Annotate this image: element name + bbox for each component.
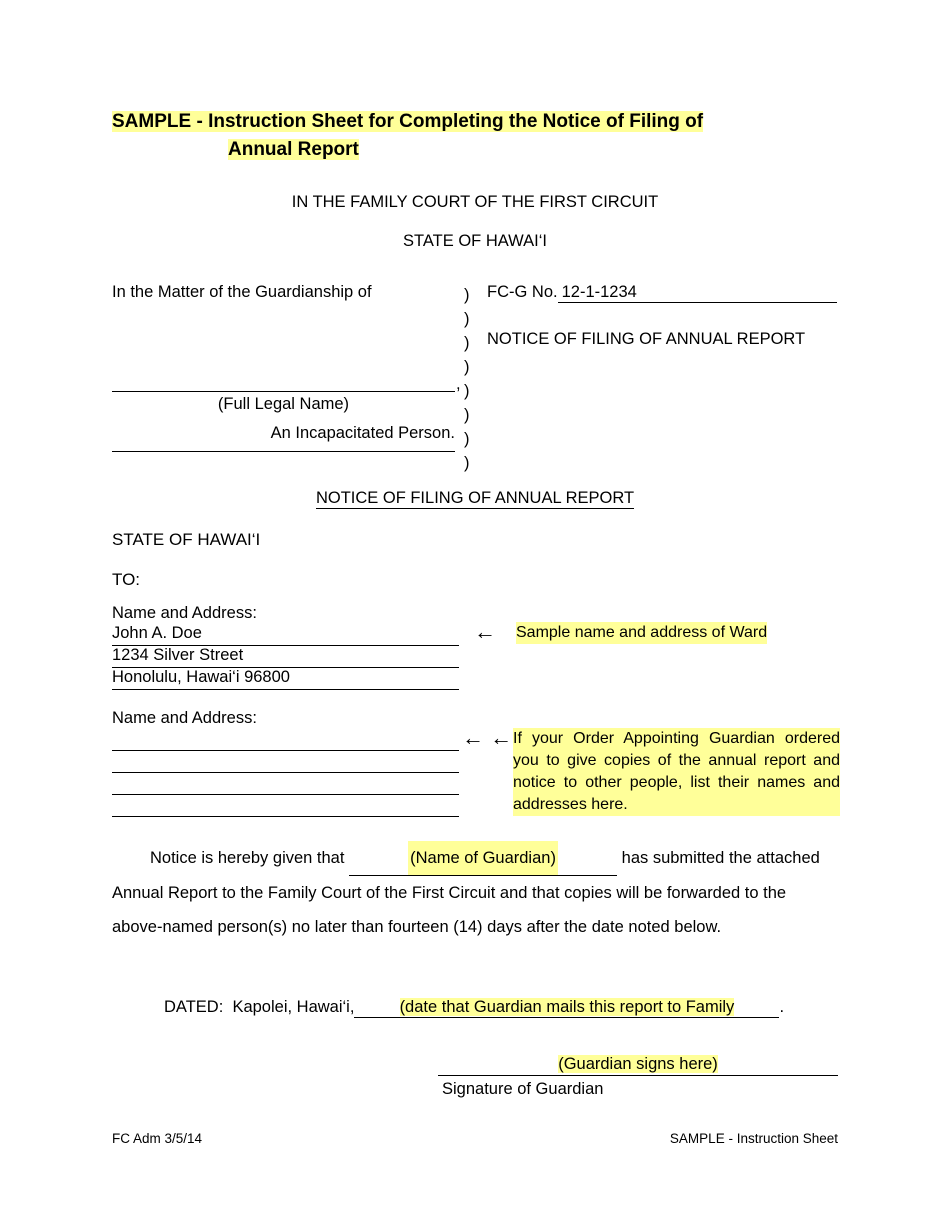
caption-comma: , [456,375,461,393]
blank-address-rule-2 [112,772,459,773]
caption-name-rule [112,391,455,392]
footer-form-id: FC Adm 3/5/14 [112,1131,203,1146]
title-line-2-text: Annual Report [228,139,359,160]
caption-bottom-rule [112,451,455,452]
court-heading-circuit: IN THE FAMILY COURT OF THE FIRST CIRCUIT [291,193,659,211]
paren-3: ) [464,334,470,352]
paren-2: ) [464,310,470,328]
paragraph-part-2: has submitted [621,849,725,867]
signature-block [438,1055,838,1099]
paragraph-part-3: the attached Annual Report to the Family Court of the First Circuit and that copies will be [112,849,820,902]
ward-address-line-2: 1234 Silver Street [112,646,244,664]
body-state-line: STATE OF HAWAI‘I [112,530,261,549]
paragraph-part-4: forwarded to the above-named person(s) no later than fourteen (14) days after the date [112,884,787,936]
document-heading [0,489,950,508]
court-heading-state: STATE OF HAWAI‘I [403,232,547,250]
footer-sample-label: SAMPLE - Instruction Sheet [669,1131,838,1146]
body-to-line: TO: [112,570,141,589]
ward-address-line-3: Honolulu, Hawai‘i 96800 [112,668,290,686]
ward-address-rule-3 [112,689,459,690]
caption-paren-column [464,283,470,475]
guardian-name-placeholder: (Name of Guardian) [408,841,558,875]
annotation-other-recipients: If your Order Appointing Guardian ordered you to give copies of the annual report and notice to other people, list their names and addresses here. [513,728,840,816]
caption-full-legal-name-label: (Full Legal Name) [217,395,350,413]
case-number-label: FC-G No. [487,283,558,301]
dated-label: DATED: [164,998,224,1016]
dated-period: . [779,998,785,1016]
annotation-ward-address: Sample name and address of Ward [516,622,767,644]
signature-placeholder: (Guardian signs here) [558,1055,718,1073]
blank-address-rule-1 [112,750,459,751]
signature-line [438,1055,838,1076]
document-heading-text: NOTICE OF FILING OF ANNUAL REPORT [315,489,635,507]
blank-address-rule-3 [112,794,459,795]
paren-6: ) [464,406,470,424]
name-address-label-1: Name and Address: [112,604,257,622]
caption-notice-title: NOTICE OF FILING OF ANNUAL REPORT [487,330,806,348]
date-blank [354,998,779,1018]
name-address-label-2: Name and Address: [112,709,257,727]
blank-address-rule-4 [112,816,459,817]
guardian-name-blank [349,841,617,876]
caption-matter-label: In the Matter of the Guardianship of [112,283,372,301]
date-placeholder: (date that Guardian mails this report to Family [399,998,735,1016]
paragraph-part-5: noted below. [628,918,722,936]
paren-8: ) [464,454,470,472]
left-arrow-icon-1: ← [474,619,496,644]
case-number-row [487,283,837,303]
page-title [112,108,852,164]
title-main-text: Instruction Sheet for Completing the Notice of Filing of [208,111,704,132]
title-line-1 [112,108,852,136]
caption-incapacitated-label: An Incapacitated Person. [270,424,455,442]
paren-4: ) [464,358,470,376]
notice-paragraph [112,841,840,944]
signature-label: Signature of Guardian [442,1080,604,1098]
dated-line [112,998,840,1018]
paren-1: ) [464,286,470,304]
paragraph-part-1: Notice is hereby given that [150,849,345,867]
paren-7: ) [464,430,470,448]
case-number-value: 12-1-1234 [558,283,837,303]
dated-place: Kapolei, Hawai‘i, [232,998,355,1016]
paren-5: ) [464,382,470,400]
title-sample-prefix: SAMPLE - [112,111,209,132]
left-arrow-icon-2: ← ← [462,725,513,750]
ward-address-line-1: John A. Doe [112,624,202,642]
title-line-2 [112,136,852,164]
